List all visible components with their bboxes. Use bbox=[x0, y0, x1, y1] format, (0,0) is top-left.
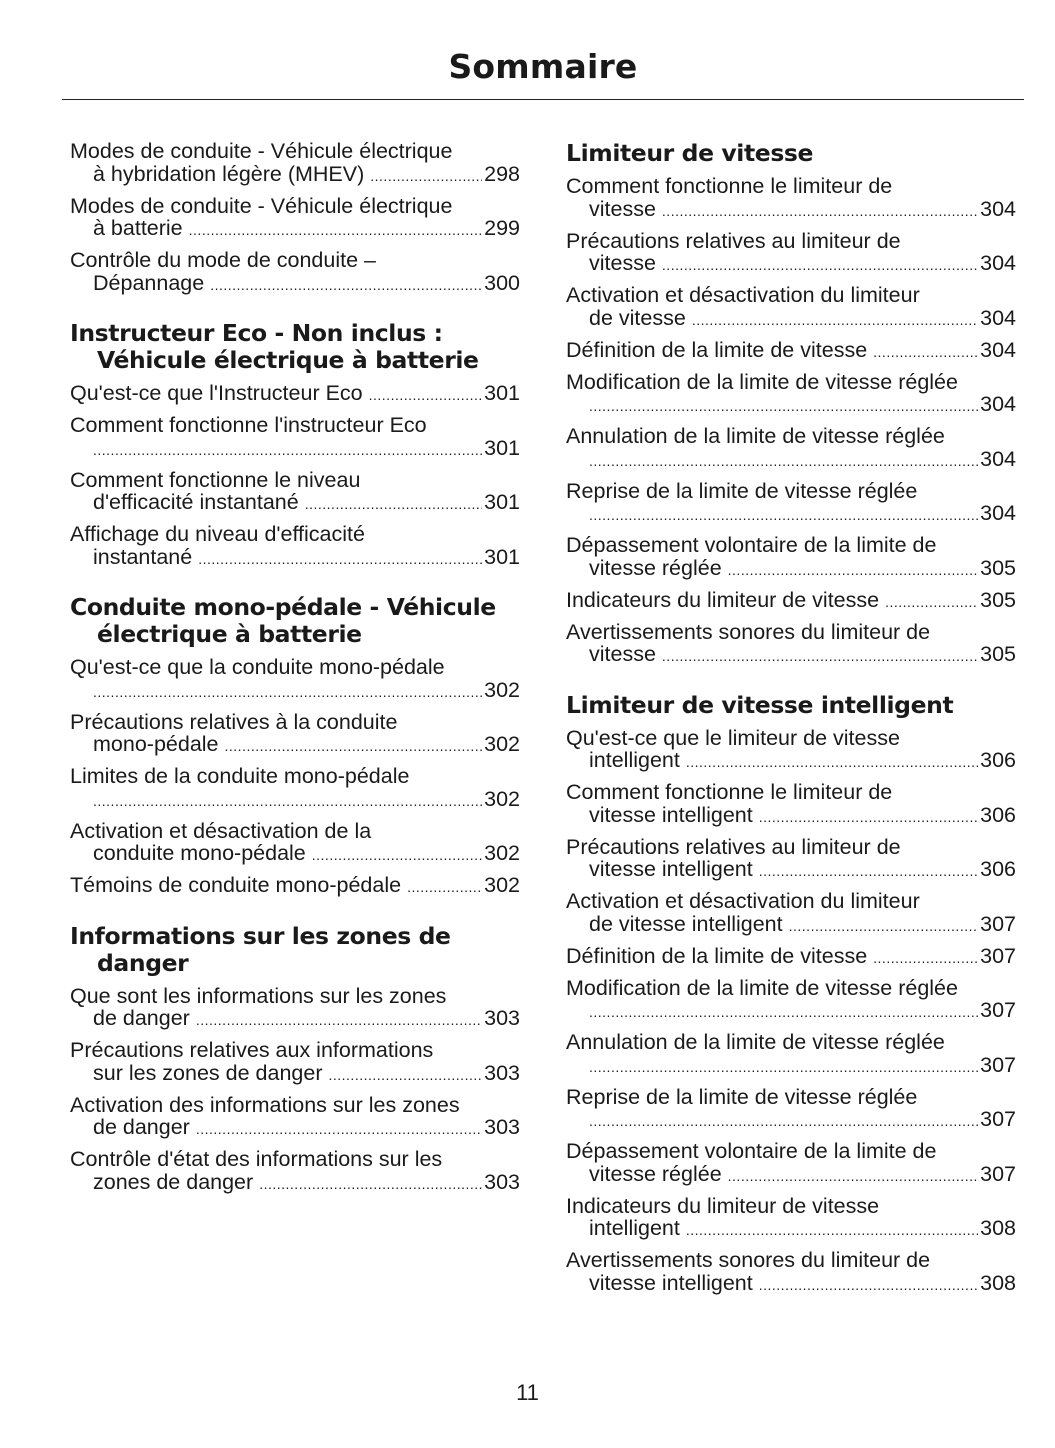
toc-entry[interactable] bbox=[70, 985, 520, 1032]
entry-page-number: 306 bbox=[980, 802, 1016, 827]
entry-title-continued: instantané bbox=[93, 544, 193, 569]
dot-leader bbox=[93, 681, 482, 704]
entry-page-number: 302 bbox=[484, 732, 520, 756]
dot-leader bbox=[759, 1274, 978, 1297]
dot-leader bbox=[686, 1219, 978, 1242]
entry-title-continued: mono-pédale bbox=[93, 732, 219, 756]
entry-page-number: 302 bbox=[484, 841, 520, 865]
toc-section bbox=[70, 320, 520, 570]
toc-entry[interactable] bbox=[566, 1195, 1016, 1242]
entry-title-continued: vitesse réglée bbox=[589, 1161, 722, 1186]
toc-entry[interactable] bbox=[566, 534, 1016, 581]
entry-title: Témoins de conduite mono-pédale bbox=[70, 873, 402, 897]
entry-page-number: 307 bbox=[980, 1107, 1016, 1131]
toc-entry[interactable] bbox=[70, 765, 520, 812]
toc-entry[interactable] bbox=[566, 890, 1016, 937]
entry-title: Indicateurs du limiteur de vitesse bbox=[566, 587, 880, 612]
dot-leader bbox=[662, 645, 978, 668]
entry-title: Contrôle d'état des informations sur les bbox=[70, 1147, 443, 1171]
entry-title-continued: vitesse intelligent bbox=[589, 1270, 753, 1295]
entry-title: Précautions relatives au limiteur de bbox=[566, 228, 901, 253]
entry-page-number: 304 bbox=[980, 501, 1016, 525]
dot-leader bbox=[369, 384, 483, 407]
entry-title: Contrôle du mode de conduite – bbox=[70, 248, 376, 272]
dot-leader bbox=[305, 493, 482, 516]
entry-title: Dépassement volontaire de la limite de bbox=[566, 1139, 937, 1163]
entry-title: Qu'est-ce que la conduite mono-pédale bbox=[70, 655, 445, 679]
toc-entry[interactable] bbox=[70, 249, 520, 296]
toc-entry[interactable] bbox=[70, 1094, 520, 1141]
entry-title: Précautions relatives à la conduite bbox=[70, 709, 398, 734]
entry-title: Indicateurs du limiteur de vitesse bbox=[566, 1193, 880, 1218]
entry-title: Activation des informations sur les zones bbox=[70, 1092, 460, 1117]
entry-title: Reprise de la limite de vitesse réglée bbox=[566, 478, 918, 503]
entry-title-continued: vitesse réglée bbox=[589, 555, 722, 580]
entry-page-number: 306 bbox=[980, 748, 1016, 772]
entry-page-number: 307 bbox=[980, 998, 1016, 1022]
toc-section bbox=[566, 140, 1016, 668]
toc-entry[interactable] bbox=[70, 382, 520, 407]
entry-page-number: 304 bbox=[980, 196, 1016, 221]
entry-title: Précautions relatives au limiteur de bbox=[566, 834, 901, 859]
entry-title: Comment fonctionne le limiteur de bbox=[566, 174, 893, 198]
entry-title: Modification de la limite de vitesse réglée bbox=[566, 369, 958, 394]
section-heading: Instructeur Eco - Non inclus : Véhicule électrique à batterie bbox=[70, 319, 479, 374]
entry-page-number: 302 bbox=[484, 677, 520, 702]
toc-entry[interactable] bbox=[566, 589, 1016, 614]
entry-title: Reprise de la limite de vitesse réglée bbox=[566, 1084, 918, 1109]
title-divider bbox=[62, 99, 1024, 100]
dot-leader bbox=[759, 860, 978, 883]
entry-title-continued: intelligent bbox=[589, 748, 680, 772]
entry-page-number: 303 bbox=[484, 1115, 520, 1139]
dot-leader bbox=[873, 947, 978, 970]
entry-title-continued: vitesse bbox=[589, 251, 656, 275]
section-heading: Limiteur de vitesse intelligent bbox=[566, 690, 954, 719]
entry-title: Modification de la limite de vitesse réglée bbox=[566, 975, 958, 1000]
entry-title: Activation et désactivation du limiteur bbox=[566, 889, 920, 913]
toc-entry[interactable] bbox=[566, 230, 1016, 277]
page-number: 11 bbox=[516, 1380, 539, 1405]
dot-leader bbox=[589, 450, 978, 473]
toc-column-right bbox=[566, 140, 1016, 1304]
entry-page-number: 301 bbox=[484, 381, 520, 405]
entry-title: Qu'est-ce que le limiteur de vitesse bbox=[566, 725, 900, 750]
entry-title-continued: vitesse intelligent bbox=[589, 857, 753, 881]
toc-entry[interactable] bbox=[70, 656, 520, 703]
entry-title-continued: vitesse intelligent bbox=[589, 802, 753, 827]
dot-leader bbox=[189, 219, 482, 242]
entry-page-number: 306 bbox=[980, 857, 1016, 881]
dot-leader bbox=[93, 439, 482, 462]
dot-leader bbox=[196, 1009, 482, 1032]
entry-title: Comment fonctionne l'instructeur Eco bbox=[70, 413, 427, 437]
section-heading: Limiteur de vitesse bbox=[566, 139, 814, 167]
entry-page-number: 307 bbox=[980, 1052, 1016, 1077]
entry-title: Définition de la limite de vitesse bbox=[566, 943, 868, 968]
dot-leader bbox=[662, 254, 978, 277]
toc-column-left bbox=[70, 140, 520, 1203]
toc-section bbox=[70, 594, 520, 899]
entry-title: Activation et désactivation du limiteur bbox=[566, 283, 920, 307]
dot-leader bbox=[312, 844, 482, 867]
dot-leader bbox=[692, 309, 978, 332]
entry-page-number: 304 bbox=[980, 446, 1016, 471]
entry-title: Annulation de la limite de vitesse réglée bbox=[566, 424, 945, 448]
entry-page-number: 302 bbox=[484, 786, 520, 811]
toc-entry[interactable] bbox=[70, 195, 520, 242]
entry-title: Définition de la limite de vitesse bbox=[566, 337, 868, 362]
toc-entry[interactable] bbox=[70, 523, 520, 570]
page-title: Sommaire bbox=[448, 47, 638, 86]
toc-section bbox=[70, 923, 520, 1196]
toc-entry[interactable] bbox=[566, 836, 1016, 883]
entry-title: Qu'est-ce que l'Instructeur Eco bbox=[70, 381, 363, 405]
entry-page-number: 303 bbox=[484, 1169, 520, 1194]
dot-leader bbox=[885, 591, 978, 614]
entry-title-continued: sur les zones de danger bbox=[93, 1060, 323, 1085]
toc-section bbox=[70, 140, 520, 296]
toc-entry[interactable] bbox=[70, 140, 520, 187]
toc-entry[interactable] bbox=[566, 977, 1016, 1024]
entry-page-number: 304 bbox=[980, 251, 1016, 275]
toc-entry[interactable] bbox=[566, 1140, 1016, 1187]
dot-leader bbox=[370, 165, 482, 188]
entry-title: Comment fonctionne le niveau bbox=[70, 467, 361, 492]
toc-entry[interactable] bbox=[70, 820, 520, 867]
entry-title: Limites de la conduite mono-pédale bbox=[70, 764, 410, 788]
entry-title: Activation et désactivation de la bbox=[70, 818, 372, 843]
entry-page-number: 301 bbox=[484, 490, 520, 514]
toc-entry[interactable] bbox=[566, 371, 1016, 418]
toc-entry[interactable] bbox=[70, 1148, 520, 1195]
entry-page-number: 307 bbox=[980, 943, 1016, 968]
dot-leader bbox=[407, 876, 482, 899]
entry-page-number: 301 bbox=[484, 544, 520, 569]
section-heading: Conduite mono-pédale - Véhicule électrique à batterie bbox=[70, 593, 496, 648]
toc-entry[interactable] bbox=[566, 1249, 1016, 1296]
entry-title-continued: de vitesse intelligent bbox=[589, 911, 783, 936]
entry-title-continued: à batterie bbox=[93, 216, 183, 240]
dot-leader bbox=[589, 1056, 978, 1079]
entry-title-continued: d'efficacité instantané bbox=[93, 490, 299, 514]
entry-page-number: 299 bbox=[484, 216, 520, 240]
dot-leader bbox=[789, 915, 979, 938]
entry-page-number: 305 bbox=[980, 555, 1016, 580]
toc-entry[interactable] bbox=[70, 414, 520, 461]
entry-title-continued: de vitesse bbox=[589, 305, 686, 330]
entry-page-number: 304 bbox=[980, 337, 1016, 362]
entry-title: Affichage du niveau d'efficacité bbox=[70, 522, 365, 546]
entry-title-continued: à hybridation légère (MHEV) bbox=[93, 161, 365, 186]
entry-title-continued: de danger bbox=[93, 1115, 190, 1139]
toc-entry[interactable] bbox=[566, 945, 1016, 970]
entry-title: Modes de conduite - Véhicule électrique bbox=[70, 193, 453, 218]
entry-title: Avertissements sonores du limiteur de bbox=[566, 1248, 931, 1272]
toc-entry[interactable] bbox=[566, 781, 1016, 828]
dot-leader bbox=[759, 806, 978, 829]
entry-title: Précautions relatives aux informations bbox=[70, 1038, 434, 1062]
toc-entry[interactable] bbox=[70, 711, 520, 758]
dot-leader bbox=[225, 735, 483, 758]
dot-leader bbox=[589, 395, 978, 418]
dot-leader bbox=[589, 1110, 978, 1133]
toc-entry[interactable] bbox=[70, 1039, 520, 1086]
entry-page-number: 303 bbox=[484, 1060, 520, 1085]
entry-title: Avertissements sonores du limiteur de bbox=[566, 619, 931, 644]
dot-leader bbox=[198, 548, 482, 571]
entry-page-number: 308 bbox=[980, 1270, 1016, 1295]
entry-title-continued: intelligent bbox=[589, 1216, 680, 1240]
toc-entry[interactable] bbox=[70, 874, 520, 899]
entry-page-number: 305 bbox=[980, 642, 1016, 666]
entry-page-number: 302 bbox=[484, 873, 520, 897]
dot-leader bbox=[196, 1118, 482, 1141]
dot-leader bbox=[662, 200, 978, 223]
toc-entry[interactable] bbox=[566, 175, 1016, 222]
toc-entry[interactable] bbox=[566, 621, 1016, 668]
dot-leader bbox=[259, 1173, 482, 1196]
dot-leader bbox=[589, 1001, 978, 1024]
dot-leader bbox=[728, 559, 978, 582]
entry-title-continued: de danger bbox=[93, 1006, 190, 1030]
entry-page-number: 307 bbox=[980, 1161, 1016, 1186]
toc-entry[interactable] bbox=[566, 339, 1016, 364]
entry-title-continued: zones de danger bbox=[93, 1169, 254, 1194]
entry-title-continued: vitesse bbox=[589, 642, 656, 666]
entry-page-number: 301 bbox=[484, 435, 520, 460]
toc-entry[interactable] bbox=[566, 480, 1016, 527]
entry-page-number: 298 bbox=[484, 161, 520, 186]
entry-page-number: 308 bbox=[980, 1216, 1016, 1240]
dot-leader bbox=[728, 1165, 978, 1188]
toc-entry[interactable] bbox=[566, 1086, 1016, 1133]
entry-title: Annulation de la limite de vitesse réglée bbox=[566, 1030, 945, 1054]
entry-page-number: 305 bbox=[980, 587, 1016, 612]
toc-entry[interactable] bbox=[566, 284, 1016, 331]
entry-page-number: 307 bbox=[980, 911, 1016, 936]
toc-section bbox=[566, 692, 1016, 1297]
entry-title: Que sont les informations sur les zones bbox=[70, 983, 447, 1008]
entry-page-number: 300 bbox=[484, 270, 520, 295]
entry-page-number: 304 bbox=[980, 305, 1016, 330]
dot-leader bbox=[210, 274, 482, 297]
toc-entry[interactable] bbox=[70, 469, 520, 516]
dot-leader bbox=[686, 751, 978, 774]
toc-entry[interactable] bbox=[566, 727, 1016, 774]
section-heading: Informations sur les zones de danger bbox=[70, 921, 451, 977]
dot-leader bbox=[873, 341, 978, 364]
entry-title-continued: conduite mono-pédale bbox=[93, 841, 306, 865]
dot-leader bbox=[93, 790, 482, 813]
entry-title: Dépassement volontaire de la limite de bbox=[566, 533, 937, 557]
entry-title-continued: vitesse bbox=[589, 196, 656, 221]
entry-title-continued: Dépannage bbox=[93, 270, 205, 295]
entry-page-number: 303 bbox=[484, 1006, 520, 1030]
toc-entry[interactable] bbox=[566, 1031, 1016, 1078]
entry-page-number: 304 bbox=[980, 392, 1016, 416]
dot-leader bbox=[328, 1064, 482, 1087]
toc-entry[interactable] bbox=[566, 425, 1016, 472]
entry-title: Comment fonctionne le limiteur de bbox=[566, 780, 893, 804]
entry-title: Modes de conduite - Véhicule électrique bbox=[70, 139, 453, 163]
dot-leader bbox=[589, 504, 978, 527]
